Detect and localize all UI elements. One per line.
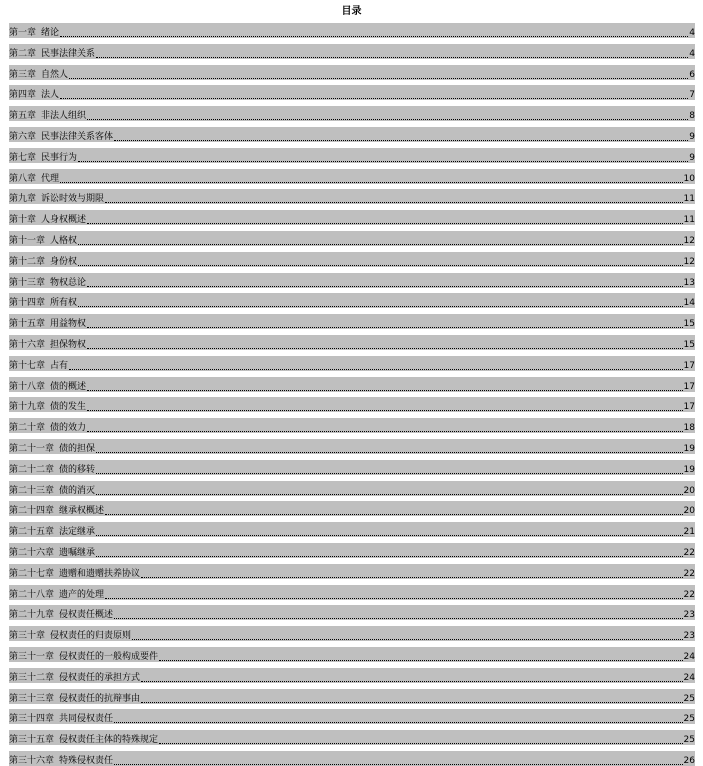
toc-entry-line bbox=[9, 232, 695, 247]
toc-entry-line bbox=[9, 336, 695, 351]
toc-entry[interactable] bbox=[9, 377, 695, 398]
toc-entry-page-number: 12 bbox=[683, 256, 695, 267]
toc-entry-line bbox=[9, 606, 695, 621]
toc-entry[interactable] bbox=[9, 252, 695, 273]
toc-entry[interactable] bbox=[9, 148, 695, 169]
toc-entry-dot-leader bbox=[141, 681, 683, 682]
toc-entry-dot-leader bbox=[96, 473, 683, 474]
toc-entry-name: 遗赠和遗赠扶养协议 bbox=[59, 568, 141, 579]
toc-entry[interactable] bbox=[9, 751, 695, 766]
toc-entry-dot-leader bbox=[96, 556, 683, 557]
toc-entry-page-number: 22 bbox=[683, 589, 695, 600]
toc-entry-name: 非法人组织 bbox=[41, 111, 87, 122]
toc-entry-chapter: 第二十一章 bbox=[9, 443, 55, 454]
toc-entry-name: 民事行为 bbox=[41, 152, 78, 163]
toc-entry-line bbox=[9, 461, 695, 476]
toc-entry-page-number: 25 bbox=[683, 693, 695, 704]
toc-entry[interactable] bbox=[9, 626, 695, 647]
toc-entry-line bbox=[9, 419, 695, 434]
toc-entry-line bbox=[9, 128, 695, 143]
toc-entry-dot-leader bbox=[159, 743, 683, 744]
toc-entry-chapter: 第十四章 bbox=[9, 298, 46, 309]
toc-entry-chapter: 第十章 bbox=[9, 215, 37, 226]
toc-entry-line bbox=[9, 627, 695, 642]
toc-entry-page-number: 17 bbox=[683, 381, 695, 392]
toc-entry-line bbox=[9, 378, 695, 393]
toc-entry-name: 继承权概述 bbox=[59, 506, 105, 517]
toc-entry-line bbox=[9, 274, 695, 289]
toc-entry-line bbox=[9, 648, 695, 663]
toc-entry-chapter: 第十九章 bbox=[9, 402, 46, 413]
toc-entry-dot-leader bbox=[78, 306, 683, 307]
toc-entry[interactable] bbox=[9, 564, 695, 585]
toc-entry-dot-leader bbox=[96, 452, 683, 453]
toc-entry[interactable] bbox=[9, 169, 695, 190]
toc-entry[interactable] bbox=[9, 689, 695, 710]
toc-entry-page-number: 7 bbox=[689, 90, 695, 101]
toc-entry-name: 侵权责任的一般构成要件 bbox=[59, 651, 159, 662]
toc-entry[interactable] bbox=[9, 210, 695, 231]
toc-entry[interactable] bbox=[9, 501, 695, 522]
toc-entry-name: 担保物权 bbox=[50, 339, 87, 350]
toc-entry-line bbox=[9, 253, 695, 268]
toc-entry-name: 身份权 bbox=[50, 256, 78, 267]
toc-entry-line bbox=[9, 66, 695, 81]
toc-entry-dot-leader bbox=[114, 618, 683, 619]
toc-entry-page-number: 15 bbox=[683, 339, 695, 350]
toc-entry[interactable] bbox=[9, 314, 695, 335]
toc-entry-name: 用益物权 bbox=[50, 319, 87, 330]
toc-entry-line bbox=[9, 149, 695, 164]
toc-entry-chapter: 第四章 bbox=[9, 90, 37, 101]
toc-entry-line bbox=[9, 107, 695, 122]
toc-entry-name: 侵权责任的抗辩事由 bbox=[59, 693, 141, 704]
toc-entry-dot-leader bbox=[78, 161, 688, 162]
toc-entry-line bbox=[9, 669, 695, 684]
toc-entry-page-number: 8 bbox=[689, 111, 695, 122]
toc-entry-page-number: 6 bbox=[689, 69, 695, 80]
toc-entry-name: 侵权责任概述 bbox=[59, 610, 114, 621]
toc-entry[interactable] bbox=[9, 668, 695, 689]
toc-entry-line bbox=[9, 398, 695, 413]
toc-entry-line bbox=[9, 24, 695, 39]
toc-entry-page-number: 22 bbox=[683, 547, 695, 558]
toc-entry-chapter: 第三十四章 bbox=[9, 714, 55, 725]
toc-entry-dot-leader bbox=[114, 722, 683, 723]
toc-entry-page-number: 12 bbox=[683, 235, 695, 246]
toc-entry-chapter: 第十六章 bbox=[9, 339, 46, 350]
toc-entry-chapter: 第二十五章 bbox=[9, 527, 55, 538]
toc-entry-page-number: 19 bbox=[683, 464, 695, 475]
toc-entry[interactable] bbox=[9, 397, 695, 418]
toc-entry-name: 民事法律关系客体 bbox=[41, 131, 114, 142]
toc-entry-page-number: 4 bbox=[689, 28, 695, 38]
toc-entry-dot-leader bbox=[78, 244, 683, 245]
toc-entry-dot-leader bbox=[141, 702, 683, 703]
toc-entry-dot-leader bbox=[69, 78, 688, 79]
toc-entry[interactable] bbox=[9, 460, 695, 481]
toc-entry-chapter: 第二十二章 bbox=[9, 464, 55, 475]
toc-entry-dot-leader bbox=[159, 660, 683, 661]
toc-entry-chapter: 第十三章 bbox=[9, 277, 46, 288]
toc-entry-dot-leader bbox=[114, 140, 688, 141]
toc-entry[interactable] bbox=[9, 189, 695, 210]
toc-entry-dot-leader bbox=[87, 431, 683, 432]
toc-entry-line bbox=[9, 357, 695, 372]
toc-entry-name: 遗嘱继承 bbox=[59, 547, 96, 558]
toc-entry-chapter: 第二十四章 bbox=[9, 506, 55, 517]
toc-entry-name: 诉讼时效与期限 bbox=[41, 194, 105, 205]
toc-entry-page-number: 25 bbox=[683, 735, 695, 746]
toc-entry-name: 债的移转 bbox=[59, 464, 96, 475]
toc-entry-name: 侵权责任的归责原则 bbox=[50, 631, 132, 642]
toc-entry-chapter: 第八章 bbox=[9, 173, 37, 184]
toc-entry-page-number: 15 bbox=[683, 319, 695, 330]
toc-entry-line bbox=[9, 86, 695, 101]
toc-entry-line bbox=[9, 690, 695, 705]
toc-entry-name: 绪论 bbox=[41, 28, 60, 38]
toc-entry-chapter: 第二十章 bbox=[9, 423, 46, 434]
toc-entry-name: 特殊侵权责任 bbox=[59, 755, 114, 766]
toc-entry-dot-leader bbox=[78, 265, 683, 266]
toc-entry-line bbox=[9, 586, 695, 601]
toc-entry-page-number: 19 bbox=[683, 443, 695, 454]
toc-entry-chapter: 第三十一章 bbox=[9, 651, 55, 662]
toc-entry[interactable] bbox=[9, 335, 695, 356]
toc-entry-chapter: 第三十章 bbox=[9, 631, 46, 642]
toc-entry[interactable] bbox=[9, 730, 695, 751]
toc-entry-name: 遗产的处理 bbox=[59, 589, 105, 600]
toc-entry-dot-leader bbox=[69, 369, 683, 370]
toc-entry-name: 所有权 bbox=[50, 298, 78, 309]
toc-entry[interactable] bbox=[9, 647, 695, 668]
toc-entry-chapter: 第二十六章 bbox=[9, 547, 55, 558]
toc-list bbox=[9, 23, 695, 766]
toc-entry[interactable] bbox=[9, 356, 695, 377]
toc-entry-dot-leader bbox=[87, 390, 683, 391]
toc-entry-page-number: 17 bbox=[683, 360, 695, 371]
toc-entry-line bbox=[9, 45, 695, 60]
toc-entry-page-number: 11 bbox=[683, 194, 695, 205]
toc-entry-chapter: 第二十九章 bbox=[9, 610, 55, 621]
toc-entry-chapter: 第五章 bbox=[9, 111, 37, 122]
toc-entry-name: 占有 bbox=[50, 360, 69, 371]
toc-entry-dot-leader bbox=[96, 57, 688, 58]
toc-entry-page-number: 9 bbox=[689, 152, 695, 163]
toc-entry-page-number: 14 bbox=[683, 298, 695, 309]
toc-entry[interactable] bbox=[9, 522, 695, 543]
toc-entry-name: 债的发生 bbox=[50, 402, 87, 413]
toc-entry-line bbox=[9, 190, 695, 205]
toc-entry[interactable] bbox=[9, 605, 695, 626]
toc-entry[interactable] bbox=[9, 273, 695, 294]
toc-entry-chapter: 第三十三章 bbox=[9, 693, 55, 704]
toc-entry-page-number: 11 bbox=[683, 215, 695, 226]
toc-entry-page-number: 25 bbox=[683, 714, 695, 725]
toc-entry-dot-leader bbox=[87, 119, 688, 120]
toc-entry-dot-leader bbox=[87, 223, 683, 224]
toc-entry-dot-leader bbox=[87, 410, 683, 411]
toc-entry-dot-leader bbox=[105, 514, 683, 515]
toc-entry-name: 法人 bbox=[41, 90, 60, 101]
toc-entry-chapter: 第一章 bbox=[9, 28, 37, 38]
toc-entry-chapter: 第二章 bbox=[9, 48, 37, 59]
toc-entry-chapter: 第三十五章 bbox=[9, 735, 55, 746]
toc-entry[interactable] bbox=[9, 44, 695, 65]
toc-entry-line bbox=[9, 482, 695, 497]
toc-entry-page-number: 23 bbox=[683, 631, 695, 642]
toc-entry-chapter: 第十一章 bbox=[9, 235, 46, 246]
toc-entry-dot-leader bbox=[96, 535, 683, 536]
toc-entry-chapter: 第三章 bbox=[9, 69, 37, 80]
toc-entry-chapter: 第三十二章 bbox=[9, 672, 55, 683]
toc-entry-dot-leader bbox=[60, 36, 688, 37]
toc-entry-page-number: 18 bbox=[683, 423, 695, 434]
toc-entry[interactable] bbox=[9, 231, 695, 252]
toc-entry-name: 债的消灭 bbox=[59, 485, 96, 496]
toc-entry-line bbox=[9, 170, 695, 185]
toc-entry[interactable] bbox=[9, 85, 695, 106]
toc-entry-line bbox=[9, 544, 695, 559]
toc-entry-line bbox=[9, 710, 695, 725]
toc-entry-name: 代理 bbox=[41, 173, 60, 184]
toc-entry-name: 债的效力 bbox=[50, 423, 87, 434]
toc-entry-name: 债的概述 bbox=[50, 381, 87, 392]
toc-entry-chapter: 第十二章 bbox=[9, 256, 46, 267]
toc-entry-name: 法定继承 bbox=[59, 527, 96, 538]
toc-entry-chapter: 第二十七章 bbox=[9, 568, 55, 579]
toc-entry-name: 人格权 bbox=[50, 235, 78, 246]
toc-entry-chapter: 第九章 bbox=[9, 194, 37, 205]
toc-entry-chapter: 第十五章 bbox=[9, 319, 46, 330]
toc-entry-page-number: 10 bbox=[683, 173, 695, 184]
toc-entry-page-number: 20 bbox=[683, 485, 695, 496]
toc-entry-page-number: 22 bbox=[683, 568, 695, 579]
toc-entry[interactable] bbox=[9, 543, 695, 564]
toc-entry-name: 物权总论 bbox=[50, 277, 87, 288]
toc-entry-line bbox=[9, 752, 695, 766]
toc-entry-name: 人身权概述 bbox=[41, 215, 87, 226]
toc-entry-page-number: 21 bbox=[683, 527, 695, 538]
toc-entry[interactable] bbox=[9, 439, 695, 460]
toc-entry-chapter: 第三十六章 bbox=[9, 755, 55, 766]
toc-entry-line bbox=[9, 315, 695, 330]
toc-entry[interactable] bbox=[9, 481, 695, 502]
toc-entry-dot-leader bbox=[114, 764, 683, 765]
toc-entry-page-number: 13 bbox=[683, 277, 695, 288]
toc-entry-name: 自然人 bbox=[41, 69, 69, 80]
toc-entry-page-number: 20 bbox=[683, 506, 695, 517]
toc-entry-dot-leader bbox=[87, 327, 683, 328]
toc-entry[interactable] bbox=[9, 418, 695, 439]
toc-entry-name: 侵权责任主体的特殊规定 bbox=[59, 735, 159, 746]
toc-entry-chapter: 第二十八章 bbox=[9, 589, 55, 600]
toc-entry-line bbox=[9, 731, 695, 746]
toc-entry[interactable] bbox=[9, 293, 695, 314]
toc-entry-dot-leader bbox=[96, 494, 683, 495]
toc-entry-dot-leader bbox=[105, 598, 683, 599]
toc-entry-line bbox=[9, 502, 695, 517]
toc-entry-dot-leader bbox=[60, 98, 688, 99]
toc-entry[interactable] bbox=[9, 585, 695, 606]
toc-title: 目录 bbox=[341, 6, 362, 17]
toc-entry-name: 侵权责任的承担方式 bbox=[59, 672, 141, 683]
toc-entry[interactable] bbox=[9, 127, 695, 148]
toc-entry-chapter: 第十七章 bbox=[9, 360, 46, 371]
toc-entry-line bbox=[9, 523, 695, 538]
toc-entry-page-number: 4 bbox=[689, 48, 695, 59]
toc-entry-chapter: 第十八章 bbox=[9, 381, 46, 392]
toc-entry-chapter: 第七章 bbox=[9, 152, 37, 163]
toc-entry[interactable] bbox=[9, 106, 695, 127]
toc-entry-name: 民事法律关系 bbox=[41, 48, 96, 59]
toc-entry-page-number: 26 bbox=[683, 755, 695, 766]
toc-entry-dot-leader bbox=[105, 202, 683, 203]
toc-entry-page-number: 9 bbox=[689, 131, 695, 142]
toc-entry[interactable] bbox=[9, 23, 695, 44]
toc-entry-dot-leader bbox=[87, 348, 683, 349]
toc-entry-dot-leader bbox=[87, 286, 683, 287]
toc-entry[interactable] bbox=[9, 65, 695, 86]
toc-entry-name: 共同侵权责任 bbox=[59, 714, 114, 725]
toc-entry-dot-leader bbox=[132, 639, 683, 640]
toc-entry-line bbox=[9, 565, 695, 580]
toc-entry-chapter: 第二十三章 bbox=[9, 485, 55, 496]
toc-entry-line bbox=[9, 294, 695, 309]
toc-entry-page-number: 24 bbox=[683, 651, 695, 662]
toc-entry-chapter: 第六章 bbox=[9, 131, 37, 142]
toc-entry-dot-leader bbox=[60, 182, 683, 183]
toc-entry-page-number: 24 bbox=[683, 672, 695, 683]
toc-entry-name: 债的担保 bbox=[59, 443, 96, 454]
toc-entry-page-number: 23 bbox=[683, 610, 695, 621]
toc-entry-line bbox=[9, 211, 695, 226]
toc-entry-line bbox=[9, 440, 695, 455]
toc-entry[interactable] bbox=[9, 709, 695, 730]
toc-entry-dot-leader bbox=[141, 577, 683, 578]
toc-entry-page-number: 17 bbox=[683, 402, 695, 413]
